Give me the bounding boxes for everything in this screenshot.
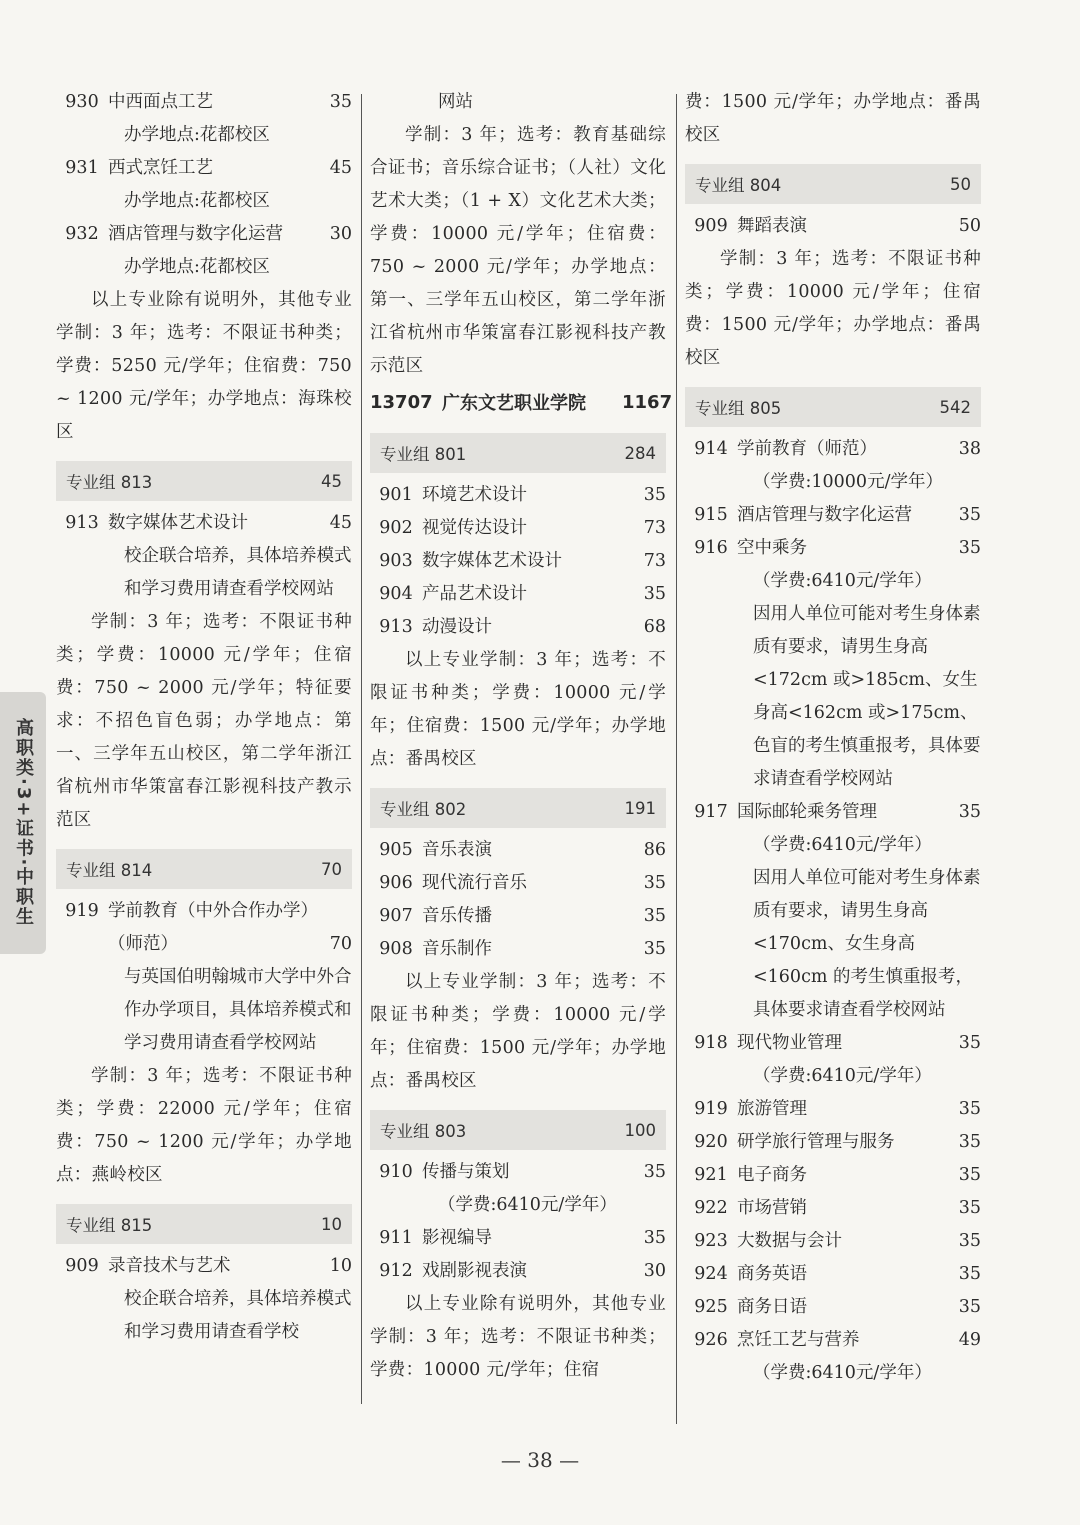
group-description-cont: 费：1500 元/学年；办学地点：番禺校区	[685, 92, 981, 145]
major-note: （学费:6410元/学年）	[438, 1195, 617, 1215]
major-quota: 35	[958, 1264, 981, 1284]
group-label: 专业组 803	[380, 1122, 467, 1141]
major-entry	[685, 532, 981, 565]
major-code: 921	[694, 1165, 728, 1185]
major-name: 研学旅行管理与服务	[737, 1132, 895, 1152]
major-requirement: 因用人单位可能对考生身体素质有要求，请男生身高<172cm 或>185cm、女生身高<162cm 或>175cm、色盲的考生慎重报考，具体要求请查看学校网站	[753, 604, 981, 789]
major-entry	[370, 479, 666, 512]
major-quota: 35	[643, 584, 666, 604]
major-code: 919	[65, 901, 99, 921]
major-quota: 30	[329, 224, 352, 244]
major-note: （学费:10000元/学年）	[753, 472, 943, 492]
major-quota: 35	[958, 1198, 981, 1218]
major-name: 音乐制作	[422, 939, 492, 959]
major-group-header	[370, 1110, 666, 1150]
major-entry	[370, 545, 666, 578]
major-entry	[370, 1255, 666, 1288]
major-group-header	[370, 433, 666, 473]
major-name: 酒店管理与数字化运营	[737, 505, 912, 525]
major-code: 913	[379, 617, 413, 637]
major-code: 917	[694, 802, 728, 822]
major-list	[370, 479, 666, 644]
major-entry	[685, 1324, 981, 1357]
school-header	[370, 383, 673, 421]
major-quota: 35	[643, 873, 666, 893]
major-quota: 45	[329, 513, 352, 533]
major-entry	[685, 1159, 981, 1192]
major-note-cont: 网站	[438, 92, 473, 112]
major-entry	[370, 867, 666, 900]
major-quota: 10	[329, 1256, 352, 1276]
major-code: 907	[379, 906, 413, 926]
major-code: 916	[694, 538, 728, 558]
major-list	[685, 1093, 981, 1324]
major-code: 932	[65, 224, 99, 244]
major-note: 校企联合培养，具体培养模式和学习费用请查看学校	[124, 1289, 352, 1342]
major-quota: 35	[958, 1033, 981, 1053]
major-name: 烹饪工艺与营养	[737, 1330, 860, 1350]
major-code: 912	[379, 1261, 413, 1281]
major-name: 国际邮轮乘务管理	[737, 802, 877, 822]
major-list	[370, 834, 666, 966]
major-quota: 35	[958, 1165, 981, 1185]
major-group-header	[685, 164, 981, 204]
major-code: 902	[379, 518, 413, 538]
major-name: 酒店管理与数字化运营	[108, 224, 283, 244]
major-name: 音乐传播	[422, 906, 492, 926]
major-entry	[685, 796, 981, 829]
major-quota: 35	[643, 1162, 666, 1182]
major-entry	[370, 512, 666, 545]
group-description: 学制：3 年；选考：不限证书种类；学费：10000 元/学年；住宿费：750 ~ 2000 元/学年；特征要求：不招色盲色弱；办学地点：第一、三学年五山校区，第二学年浙江省杭州市华策富春江影视科技产教示范区	[56, 612, 352, 830]
major-code: 911	[379, 1228, 413, 1248]
major-code: 915	[694, 505, 728, 525]
major-requirement: 因用人单位可能对考生身体素质有要求，请男生身高<170cm、女生身高<160cm 的考生慎重报考，具体要求请查看学校网站	[753, 868, 981, 1020]
major-code: 922	[694, 1198, 728, 1218]
major-group-header	[685, 387, 981, 427]
major-quota: 35	[643, 1228, 666, 1248]
major-code: 905	[379, 840, 413, 860]
major-entry	[370, 933, 666, 966]
major-note: （学费:6410元/学年）	[753, 1363, 932, 1383]
major-note: 与英国伯明翰城市大学中外合作办学项目，具体培养模式和学习费用请查看学校网站	[124, 967, 352, 1053]
major-entry	[685, 1093, 981, 1126]
major-name: 产品艺术设计	[422, 584, 527, 604]
major-code: 918	[694, 1033, 728, 1053]
major-name: 市场营销	[737, 1198, 807, 1218]
major-entry	[56, 152, 352, 185]
column-divider	[361, 94, 362, 1404]
group-quota: 100	[624, 1120, 656, 1140]
major-entry	[685, 1225, 981, 1258]
major-quota: 35	[958, 1132, 981, 1152]
section-label: 高职类·3+证书·中职生	[13, 718, 34, 928]
major-name: 动漫设计	[422, 617, 492, 637]
major-note: （学费:6410元/学年）	[753, 571, 932, 591]
major-quota: 86	[643, 840, 666, 860]
section-side-tab	[0, 692, 46, 954]
group-quota: 542	[939, 397, 971, 417]
major-code: 925	[694, 1297, 728, 1317]
major-quota: 50	[958, 216, 981, 236]
major-quota: 35	[643, 485, 666, 505]
group-description: 以上专业除有说明外，其他专业学制：3 年；选考：不限证书种类；学费：10000 元/学年；住宿	[370, 1294, 666, 1380]
major-name: 商务日语	[737, 1297, 807, 1317]
group-description: 以上专业学制：3 年；选考：不限证书种类；学费：10000 元/学年；住宿费：1500 元/学年；办学地点：番禺校区	[370, 972, 666, 1091]
major-entry	[370, 611, 666, 644]
major-name: 学前教育（师范）	[737, 439, 877, 459]
major-name: 环境艺术设计	[422, 485, 527, 505]
major-quota: 73	[643, 518, 666, 538]
major-entry	[56, 86, 352, 119]
major-entry	[370, 834, 666, 867]
major-note: 办学地点:花都校区	[124, 257, 270, 277]
major-entry	[685, 433, 981, 466]
major-entry	[685, 1258, 981, 1291]
major-code: 924	[694, 1264, 728, 1284]
major-code: 909	[694, 216, 728, 236]
major-name: 视觉传达设计	[422, 518, 527, 538]
column-divider	[676, 94, 677, 1424]
major-entry	[685, 1027, 981, 1060]
major-name: 影视编导	[422, 1228, 492, 1248]
major-code: 903	[379, 551, 413, 571]
group-label: 专业组 804	[695, 176, 782, 195]
major-code: 909	[65, 1256, 99, 1276]
major-entry-cont	[56, 928, 352, 961]
major-quota	[318, 895, 352, 928]
major-name: 中西面点工艺	[108, 92, 213, 112]
group-quota: 50	[950, 174, 971, 194]
major-entry	[370, 1222, 666, 1255]
group-description: 学制：3 年；选考：不限证书种类；学费：22000 元/学年；住宿费：750 ~ 1200 元/学年；办学地点：燕岭校区	[56, 1066, 352, 1185]
major-note: （学费:6410元/学年）	[753, 1066, 932, 1086]
group-label: 专业组 814	[66, 861, 153, 880]
major-note: 办学地点:花都校区	[124, 125, 270, 145]
major-quota: 35	[958, 1231, 981, 1251]
group-description: 学制：3 年；选考：不限证书种类；学费：10000 元/学年；住宿费：1500 元/学年；办学地点：番禺校区	[685, 249, 981, 368]
major-name: 录音技术与艺术	[108, 1256, 231, 1276]
major-quota: 35	[329, 92, 352, 112]
major-quota: 35	[958, 1297, 981, 1317]
major-code: 904	[379, 584, 413, 604]
major-code: 920	[694, 1132, 728, 1152]
group-quota: 284	[624, 443, 656, 463]
group-label: 专业组 813	[66, 473, 153, 492]
major-quota: 45	[329, 158, 352, 178]
major-quota: 70	[329, 934, 352, 954]
major-code: 919	[694, 1099, 728, 1119]
column-2	[370, 86, 673, 1387]
column-3	[685, 86, 981, 1390]
major-quota: 35	[643, 906, 666, 926]
major-quota: 35	[958, 538, 981, 558]
school-quota: 1167	[622, 391, 673, 413]
major-entry	[56, 895, 352, 928]
major-name: 数字媒体艺术设计	[422, 551, 562, 571]
group-quota: 191	[624, 798, 656, 818]
major-entry	[370, 578, 666, 611]
group-quota: 45	[321, 471, 342, 491]
group-description: 学制：3 年；选考：教育基础综合证书；音乐综合证书；（人社）文化艺术大类；（1 + X）文化艺术大类；学费：10000 元/学年；住宿费：750 ~ 2000 元/学年；办学地点：第一、三学年五山校区，第二学年浙江省杭州市华策富春江影视科技产教示范区	[370, 125, 666, 376]
major-code: 908	[379, 939, 413, 959]
major-quota: 49	[958, 1330, 981, 1350]
major-name: 大数据与会计	[737, 1231, 842, 1251]
group-description: 以上专业学制：3 年；选考：不限证书种类；学费：10000 元/学年；住宿费：1500 元/学年；办学地点：番禺校区	[370, 650, 666, 769]
major-quota: 30	[643, 1261, 666, 1281]
column-1	[56, 86, 352, 1349]
major-quota: 35	[958, 505, 981, 525]
major-note: （学费:6410元/学年）	[753, 835, 932, 855]
major-group-header	[56, 461, 352, 501]
major-code: 923	[694, 1231, 728, 1251]
major-entry	[685, 210, 981, 243]
major-name: 西式烹饪工艺	[108, 158, 213, 178]
major-code: 906	[379, 873, 413, 893]
group-label: 专业组 815	[66, 1216, 153, 1235]
major-note: 校企联合培养，具体培养模式和学习费用请查看学校网站	[124, 546, 352, 599]
group-label: 专业组 801	[380, 445, 467, 464]
major-entry	[685, 499, 981, 532]
major-name: 商务英语	[737, 1264, 807, 1284]
major-entry	[370, 1156, 666, 1189]
major-entry	[685, 1126, 981, 1159]
major-name: 电子商务	[737, 1165, 807, 1185]
group-label: 专业组 805	[695, 399, 782, 418]
major-group-header	[370, 788, 666, 828]
major-name: 音乐表演	[422, 840, 492, 860]
major-code: 930	[65, 92, 99, 112]
major-code: 913	[65, 513, 99, 533]
major-name: 舞蹈表演	[737, 216, 807, 236]
major-group-header	[56, 1204, 352, 1244]
major-name: 现代流行音乐	[422, 873, 527, 893]
group-label: 专业组 802	[380, 800, 467, 819]
major-name: 现代物业管理	[737, 1033, 842, 1053]
major-quota: 68	[643, 617, 666, 637]
major-entry	[56, 218, 352, 251]
major-quota: 73	[643, 551, 666, 571]
major-quota: 38	[958, 439, 981, 459]
group-description: 以上专业除有说明外，其他专业学制：3 年；选考：不限证书种类；学费：5250 元/学年；住宿费：750 ~ 1200 元/学年；办学地点：海珠校区	[56, 290, 352, 442]
school-name: 广东文艺职业学院	[442, 393, 586, 414]
major-entry	[370, 900, 666, 933]
major-name: 传播与策划	[422, 1162, 510, 1182]
major-code: 926	[694, 1330, 728, 1350]
major-name: 空中乘务	[737, 538, 807, 558]
major-code: 914	[694, 439, 728, 459]
major-note: 办学地点:花都校区	[124, 191, 270, 211]
major-quota: 35	[958, 802, 981, 822]
major-code: 931	[65, 158, 99, 178]
major-name: 旅游管理	[737, 1099, 807, 1119]
page-number: — 38 —	[500, 1448, 580, 1472]
major-entry	[685, 1291, 981, 1324]
major-entry	[685, 1192, 981, 1225]
major-name-cont: （师范）	[108, 934, 178, 954]
major-entry	[56, 507, 352, 540]
major-code: 901	[379, 485, 413, 505]
major-entry	[56, 1250, 352, 1283]
group-quota: 10	[321, 1214, 342, 1234]
major-code: 910	[379, 1162, 413, 1182]
major-name: 学前教育（中外合作办学）	[108, 901, 318, 921]
group-quota: 70	[321, 859, 342, 879]
major-quota: 35	[958, 1099, 981, 1119]
major-group-header	[56, 849, 352, 889]
major-quota: 35	[643, 939, 666, 959]
major-name: 戏剧影视表演	[422, 1261, 527, 1281]
school-code: 13707	[370, 391, 433, 413]
major-name: 数字媒体艺术设计	[108, 513, 248, 533]
